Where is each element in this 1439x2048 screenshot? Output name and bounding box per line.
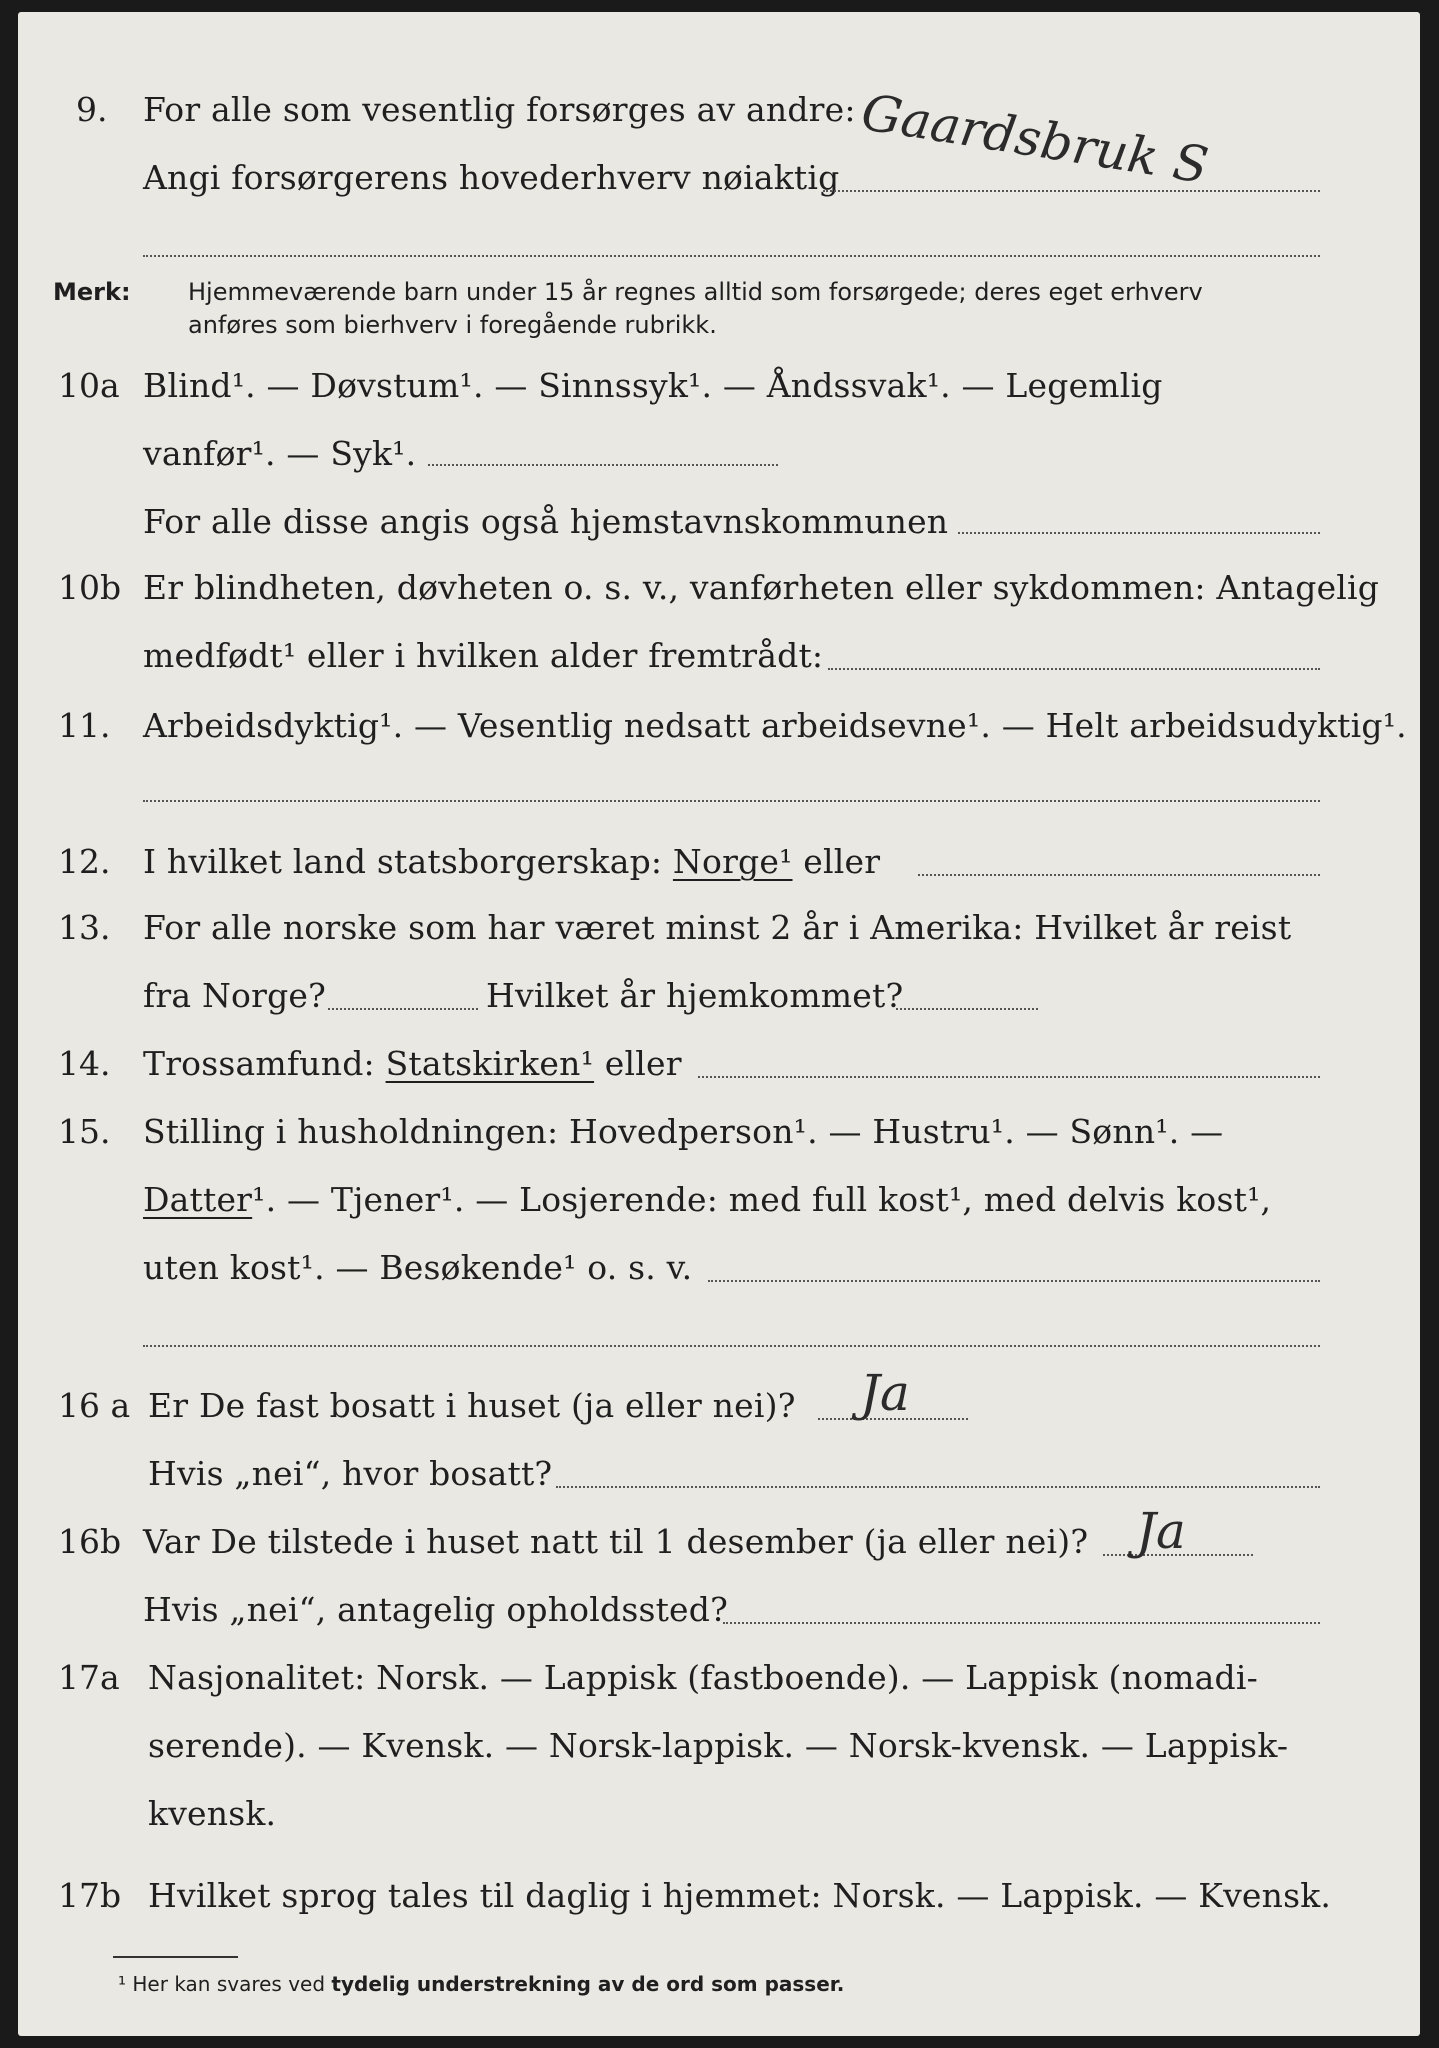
answer-line bbox=[143, 800, 1320, 802]
question-number: 14. bbox=[58, 1044, 111, 1083]
question-10b-line1: Er blindheten, døvheten o. s. v., vanførheten eller sykdommen: Antagelig bbox=[143, 568, 1380, 607]
question-number: 12. bbox=[58, 842, 111, 881]
answer-line bbox=[698, 1076, 1320, 1078]
question-number: 16b bbox=[58, 1522, 122, 1561]
footnote-emphasis: tydelig understrekning av de ord som passer. bbox=[331, 1972, 845, 1996]
selected-option: Datter bbox=[143, 1180, 253, 1219]
handwritten-answer: Ja bbox=[860, 1364, 910, 1422]
question-number: 10a bbox=[58, 366, 120, 405]
question-13-line2b: Hvilket år hjemkommet? bbox=[486, 976, 904, 1015]
answer-line bbox=[143, 255, 1320, 257]
question-10a-line3: For alle disse angis også hjemstavnskommunen bbox=[143, 502, 949, 541]
census-form-page bbox=[18, 12, 1420, 2036]
answer-line bbox=[823, 190, 1320, 192]
note-label: Merk: bbox=[53, 278, 131, 306]
question-15-line2 bbox=[143, 1180, 1271, 1220]
question-9-line2: Angi forsørgerens hovederhverv nøiaktig bbox=[143, 158, 840, 197]
question-number: 15. bbox=[58, 1112, 111, 1151]
question-16b-line1: Var De tilstede i huset natt til 1 desember (ja eller nei)? bbox=[143, 1522, 1089, 1561]
answer-line bbox=[918, 874, 1320, 876]
question-17b-line1: Hvilket sprog tales til daglig i hjemmet: Norsk. — Lappisk. — Kvensk. bbox=[148, 1876, 1332, 1915]
question-number: 17b bbox=[58, 1876, 122, 1915]
question-number: 16 a bbox=[58, 1386, 131, 1425]
footnote-text: Her kan svares ved bbox=[132, 1972, 326, 1996]
question-14 bbox=[143, 1044, 682, 1084]
question-12 bbox=[143, 842, 880, 882]
question-10a-line2: vanfør¹. — Syk¹. bbox=[143, 434, 417, 473]
handwritten-answer: Ja bbox=[1136, 1502, 1186, 1560]
question-14-text: Trossamfund: bbox=[143, 1044, 375, 1083]
question-15-line2-rest: ¹. — Tjener¹. — Losjerende: med full kost¹, med delvis kost¹, bbox=[252, 1180, 1272, 1219]
question-9-line1: For alle som vesentlig forsørges av andre: bbox=[143, 90, 856, 129]
question-12-or: eller bbox=[803, 842, 881, 881]
question-number: 9. bbox=[76, 90, 108, 129]
question-17a-line2: serende). — Kvensk. — Norsk-lappisk. — Norsk-kvensk. — Lappisk- bbox=[148, 1726, 1289, 1765]
note-line1: Hjemmeværende barn under 15 år regnes alltid som forsørgede; deres eget erhverv bbox=[188, 278, 1203, 306]
question-number: 13. bbox=[58, 908, 111, 947]
question-number: 17a bbox=[58, 1658, 120, 1697]
question-13-line2a: fra Norge? bbox=[143, 976, 327, 1015]
selected-option: Statskirken¹ bbox=[385, 1044, 595, 1083]
answer-line bbox=[328, 1008, 478, 1010]
question-11-line1: Arbeidsdyktig¹. — Vesentlig nedsatt arbeidsevne¹. — Helt arbeidsudyktig¹. bbox=[143, 706, 1407, 745]
question-number: 10b bbox=[58, 568, 122, 607]
question-16a-line2: Hvis „nei“, hvor bosatt? bbox=[148, 1454, 553, 1493]
question-16a-line1: Er De fast bosatt i huset (ja eller nei)? bbox=[148, 1386, 796, 1425]
answer-line bbox=[143, 1345, 1320, 1347]
selected-option: Norge¹ bbox=[672, 842, 793, 881]
question-17a-line3: kvensk. bbox=[148, 1794, 277, 1833]
footnote-rule bbox=[113, 1956, 238, 1958]
footnote bbox=[118, 1972, 844, 1996]
note-line2: anføres som bierhverv i foregående rubrikk. bbox=[188, 311, 717, 339]
answer-line bbox=[428, 464, 778, 466]
question-15-line3: uten kost¹. — Besøkende¹ o. s. v. bbox=[143, 1248, 693, 1287]
answer-line bbox=[896, 1008, 1038, 1010]
question-10b-line2: medfødt¹ eller i hvilken alder fremtrådt: bbox=[143, 636, 824, 675]
question-15-line1: Stilling i husholdningen: Hovedperson¹. — Hustru¹. — Sønn¹. — bbox=[143, 1112, 1224, 1151]
answer-line bbox=[828, 668, 1320, 670]
question-10a-line1: Blind¹. — Døvstum¹. — Sinnssyk¹. — Åndssvak¹. — Legemlig bbox=[143, 366, 1163, 405]
footnote-mark: ¹ bbox=[118, 1972, 127, 1996]
question-13-line1: For alle norske som har været minst 2 år i Amerika: Hvilket år reist bbox=[143, 908, 1292, 947]
question-16b-line2: Hvis „nei“, antagelig opholdssted? bbox=[143, 1590, 728, 1629]
question-14-or: eller bbox=[604, 1044, 682, 1083]
answer-line bbox=[556, 1486, 1320, 1488]
question-17a-line1: Nasjonalitet: Norsk. — Lappisk (fastboende). — Lappisk (nomadi- bbox=[148, 1658, 1258, 1697]
answer-line bbox=[723, 1622, 1320, 1624]
answer-line bbox=[708, 1280, 1320, 1282]
answer-line bbox=[958, 532, 1320, 534]
question-number: 11. bbox=[58, 706, 111, 745]
handwritten-answer: Gaardsbruk S bbox=[857, 83, 1213, 195]
question-12-text: I hvilket land statsborgerskap: bbox=[143, 842, 663, 881]
